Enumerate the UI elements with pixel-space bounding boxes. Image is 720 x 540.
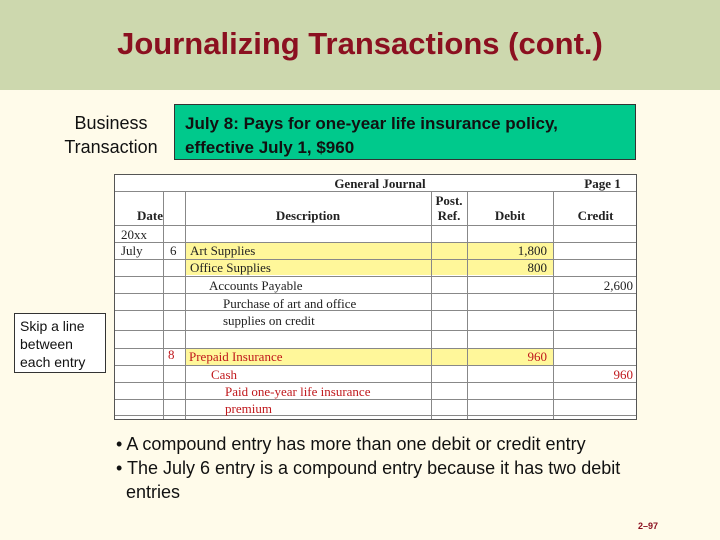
page-number: 2–97 <box>638 521 659 531</box>
journal-month: July <box>121 243 143 258</box>
journal-title: General Journal <box>334 176 426 191</box>
entry1-debit1-account: Art Supplies <box>190 243 256 258</box>
grid-line <box>115 415 636 416</box>
journal-page: Page 1 <box>584 176 621 191</box>
entry1-explanation-2: supplies on credit <box>223 313 315 328</box>
label-line-2: Transaction <box>64 137 158 157</box>
bullet-list <box>112 432 672 504</box>
grid-line <box>115 365 636 366</box>
entry2-debit-amount: 960 <box>527 349 547 364</box>
entry1-debit2-account: Office Supplies <box>190 260 271 275</box>
header-description: Description <box>275 208 341 223</box>
header-post-ref-2: Ref. <box>437 208 461 223</box>
header-credit: Credit <box>577 208 614 223</box>
bullet-item: • The July 6 entry is a compound entry because it has two debit entries <box>116 458 621 502</box>
transaction-text-line-2: effective July 1, $960 <box>185 138 355 157</box>
journal-year: 20xx <box>121 227 147 242</box>
bullet-text-2: The July 6 entry is a compound entry because it has two debit entries <box>126 458 621 502</box>
slide-title: Journalizing Transactions (cont.) <box>117 26 603 61</box>
grid-line <box>115 225 636 226</box>
entry1-credit-account: Accounts Payable <box>209 278 303 293</box>
grid-line <box>185 191 186 419</box>
transaction-text-line-1: July 8: Pays for one-year life insurance policy, <box>185 114 558 133</box>
entry1-explanation-1: Purchase of art and office <box>223 296 357 311</box>
grid-line <box>467 191 468 419</box>
entry1-credit-amount: 2,600 <box>603 278 633 293</box>
header-date: Date <box>137 208 163 223</box>
bullet-text-1: A compound entry has more than one debit or credit entry <box>126 434 586 454</box>
grid-line <box>431 191 432 419</box>
bullet-item: • A compound entry has more than one debit or credit entry <box>116 434 586 454</box>
general-journal <box>114 174 637 420</box>
transaction-box <box>174 104 636 160</box>
header-debit: Debit <box>494 208 526 223</box>
entry2-explanation-2: premium <box>225 401 272 416</box>
grid-line <box>115 330 636 331</box>
entry2-debit-account: Prepaid Insurance <box>189 349 283 364</box>
entry1-day: 6 <box>170 243 177 258</box>
entry2-credit-amount: 960 <box>613 367 633 382</box>
grid-line <box>115 310 636 311</box>
skip-line-callout: Skip a line between each entry <box>14 313 106 373</box>
business-transaction-label <box>50 111 172 159</box>
label-line-1: Business <box>74 113 148 133</box>
grid-line <box>115 399 636 400</box>
entry1-debit1-amount: 1,800 <box>517 243 547 258</box>
entry2-day: 8 <box>168 347 175 362</box>
entry2-credit-account: Cash <box>211 367 237 382</box>
grid-line <box>553 191 554 419</box>
entry1-debit2-amount: 800 <box>527 260 547 275</box>
grid-line <box>115 276 636 277</box>
entry2-explanation-1: Paid one-year life insurance <box>225 384 371 399</box>
grid-line <box>163 191 164 419</box>
header-post-ref-1: Post. <box>435 193 463 208</box>
